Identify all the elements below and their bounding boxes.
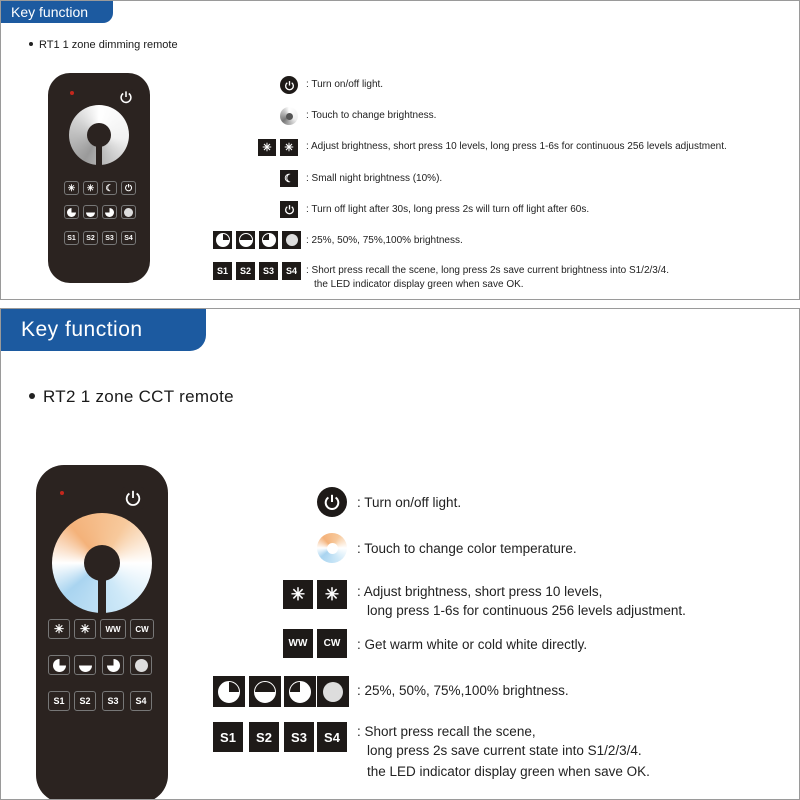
level-50-icon bbox=[249, 676, 281, 707]
bullet-icon bbox=[29, 393, 35, 399]
level-25-icon bbox=[213, 676, 245, 707]
touch-wheel-gap bbox=[96, 143, 102, 167]
remote-timer-button: ⏻ bbox=[121, 181, 136, 195]
rt2-remote-image bbox=[36, 465, 168, 800]
scene-s2-icon: S2 bbox=[236, 262, 255, 280]
night-icon: ☾ bbox=[280, 170, 298, 187]
remote-level-50-button bbox=[74, 655, 96, 675]
level-50-icon bbox=[236, 231, 255, 249]
remote-scene-s3-button: S3 bbox=[102, 691, 124, 711]
remote-level-75-button bbox=[102, 205, 117, 219]
key-desc-touch: : Touch to change brightness. bbox=[306, 110, 437, 121]
key-desc-ww-cw: : Get warm white or cold white directly. bbox=[357, 637, 588, 652]
key-desc-timer: : Turn off light after 30s, long press 2s will turn off light after 60s. bbox=[306, 204, 590, 215]
remote-ww-button: WW bbox=[100, 619, 126, 639]
remote-brightness-up-button: ✳ bbox=[74, 619, 96, 639]
brightness-down-icon: ✳ bbox=[258, 139, 276, 156]
key-desc-scene-line2: long press 2s save current state into S1/2/3/4. bbox=[367, 743, 642, 758]
remote-scene-s4-button: S4 bbox=[121, 231, 136, 245]
key-desc-levels: : 25%, 50%, 75%,100% brightness. bbox=[306, 235, 463, 246]
key-desc-scene-line3: the LED indicator display green when save OK. bbox=[367, 764, 650, 779]
level-75-icon bbox=[284, 676, 316, 707]
scene-s2-icon: S2 bbox=[249, 722, 279, 752]
remote-scene-s2-button: S2 bbox=[74, 691, 96, 711]
timer-power-icon bbox=[280, 201, 298, 218]
rt2-subtitle-text: RT2 1 zone CCT remote bbox=[43, 387, 234, 406]
remote-brightness-down-button: ✳ bbox=[64, 181, 79, 195]
remote-power-icon bbox=[118, 89, 134, 105]
touch-wheel-icon bbox=[317, 533, 347, 563]
remote-level-25-button bbox=[64, 205, 79, 219]
rt1-subtitle bbox=[29, 39, 178, 51]
key-desc-night: : Small night brightness (10%). bbox=[306, 173, 443, 184]
remote-level-50-button bbox=[83, 205, 98, 219]
key-desc-scene-line1: : Short press recall the scene, bbox=[357, 724, 536, 739]
remote-scene-s1-button: S1 bbox=[48, 691, 70, 711]
remote-scene-s2-button: S2 bbox=[83, 231, 98, 245]
cw-icon: CW bbox=[317, 629, 347, 658]
remote-scene-s3-button: S3 bbox=[102, 231, 117, 245]
remote-brightness-up-button: ✳ bbox=[83, 181, 98, 195]
key-desc-power: : Turn on/off light. bbox=[357, 495, 462, 510]
key-desc-power: : Turn on/off light. bbox=[306, 79, 384, 90]
level-25-icon bbox=[213, 231, 232, 249]
remote-level-75-button bbox=[102, 655, 124, 675]
remote-level-100-button bbox=[121, 205, 136, 219]
key-desc-brightness-line1: : Adjust brightness, short press 10 levels, bbox=[357, 584, 603, 599]
key-desc-scene-line2: the LED indicator display green when save OK. bbox=[314, 279, 524, 290]
remote-night-button: ☾ bbox=[102, 181, 117, 195]
brightness-down-icon: ✳ bbox=[283, 580, 313, 609]
rt1-subtitle-text: RT1 1 zone dimming remote bbox=[39, 39, 178, 51]
remote-cw-button: CW bbox=[130, 619, 154, 639]
scene-s3-icon: S3 bbox=[284, 722, 314, 752]
scene-s4-icon: S4 bbox=[317, 722, 347, 752]
rt2-subtitle bbox=[29, 387, 234, 407]
key-desc-brightness-line2: long press 1-6s for continuous 256 levels adjustment. bbox=[367, 603, 686, 618]
rt2-panel bbox=[0, 308, 800, 800]
level-75-icon bbox=[259, 231, 278, 249]
touch-wheel-icon bbox=[280, 107, 298, 125]
remote-level-25-button bbox=[48, 655, 70, 675]
rt1-heading: Key function bbox=[1, 1, 113, 23]
touch-wheel-center bbox=[84, 545, 120, 581]
power-icon bbox=[280, 76, 298, 94]
scene-s4-icon: S4 bbox=[282, 262, 301, 280]
rt2-heading: Key function bbox=[1, 309, 206, 351]
rt1-remote-image bbox=[48, 73, 150, 283]
led-indicator bbox=[60, 491, 64, 495]
scene-s3-icon: S3 bbox=[259, 262, 278, 280]
bullet-icon bbox=[29, 42, 33, 46]
level-100-icon bbox=[317, 676, 349, 707]
rt1-panel bbox=[0, 0, 800, 300]
ww-icon: WW bbox=[283, 629, 313, 658]
key-desc-touch: : Touch to change color temperature. bbox=[357, 541, 577, 556]
remote-power-icon bbox=[122, 487, 144, 509]
scene-s1-icon: S1 bbox=[213, 262, 232, 280]
power-icon bbox=[317, 487, 347, 517]
scene-s1-icon: S1 bbox=[213, 722, 243, 752]
key-desc-levels: : 25%, 50%, 75%,100% brightness. bbox=[357, 683, 569, 698]
level-100-icon bbox=[282, 231, 301, 249]
key-desc-brightness: : Adjust brightness, short press 10 levels, long press 1-6s for continuous 256 levels adjustment. bbox=[306, 141, 727, 152]
touch-wheel-gap bbox=[98, 577, 106, 615]
brightness-up-icon: ✳ bbox=[280, 139, 298, 156]
led-indicator bbox=[70, 91, 74, 95]
remote-scene-s4-button: S4 bbox=[130, 691, 152, 711]
remote-level-100-button bbox=[130, 655, 152, 675]
brightness-up-icon: ✳ bbox=[317, 580, 347, 609]
key-desc-scene-line1: : Short press recall the scene, long press 2s save current brightness into S1/2/3/4. bbox=[306, 265, 669, 276]
remote-scene-s1-button: S1 bbox=[64, 231, 79, 245]
remote-brightness-down-button: ✳ bbox=[48, 619, 70, 639]
